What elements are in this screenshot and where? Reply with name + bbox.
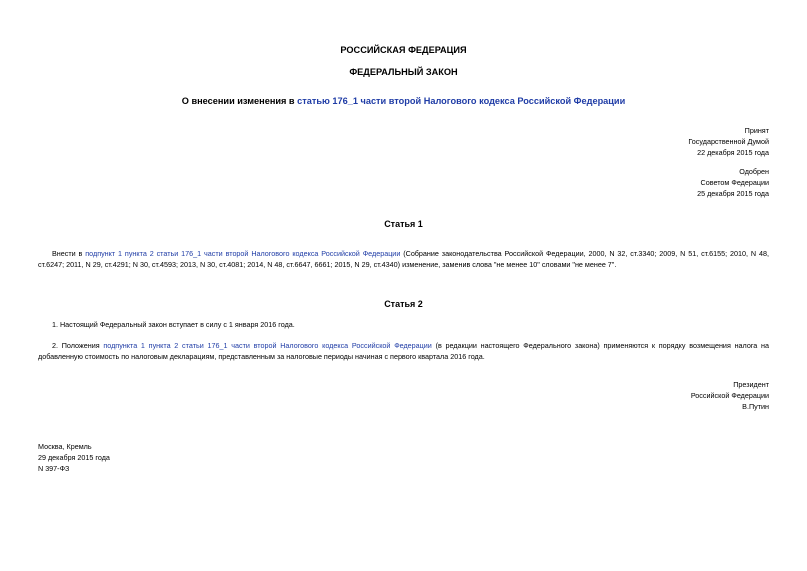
law-title-link[interactable]: статью 176_1 части второй Налогового кодекса Российской Федерации (297, 96, 626, 106)
president-country: Российской Федерации (690, 391, 769, 400)
article2-p2-prefix: 2. Положения (52, 341, 104, 350)
president-title: Президент (733, 380, 769, 389)
article2-p2-suffix: (в редакции настоящего Федерального закона) применяются к порядку возмещения налога на добавленную стоимость по налоговым декларациям, представленным за налоговые периоды начиная с первого квартала 2016 года. (38, 341, 769, 361)
approved-date: 25 декабря 2015 года (697, 189, 769, 198)
approved-label: Одобрен (739, 167, 769, 176)
approved-by: Советом Федерации (700, 178, 769, 187)
article1-text-prefix: Внести в (52, 249, 86, 258)
law-title (38, 96, 769, 106)
article2-heading: Статья 2 (384, 299, 423, 309)
adopted-block (688, 125, 769, 158)
president-name: В.Путин (742, 402, 769, 411)
header-country: РОССИЙСКАЯ ФЕДЕРАЦИЯ (340, 45, 467, 55)
article1-link[interactable]: подпункт 1 пункта 2 статьи 176_1 части второй Налогового кодекса Российской Федерации (85, 249, 401, 258)
law-number: N 397-ФЗ (38, 464, 70, 473)
signing-place: Москва, Кремль (38, 442, 92, 451)
document-page (38, 0, 769, 571)
article2-link[interactable]: подпункта 1 пункта 2 статьи 176_1 части второй Налогового кодекса Российской Федерации (103, 341, 432, 350)
article1-text-suffix: (Собрание законодательства Российской Федерации, 2000, N 32, ст.3340; 2009, N 51, ст.6155; 2010, N 48, ст.6247; 2011, N 29, ст.4291; N 30, ст.4593; 2013, N 30, ст.4081; 2014, N 48, ст.6647, 6661; 2015, N 29, ст.4340) изменение, заменив слова "не менее 10" словами "не менее 7". (38, 249, 769, 269)
article1-text (38, 248, 769, 270)
president-signature (691, 379, 769, 412)
signing-date: 29 декабря 2015 года (38, 453, 110, 462)
article2-paragraph-1: 1. Настоящий Федеральный закон вступает в силу с 1 января 2016 года. (52, 320, 295, 329)
signing-details (38, 441, 110, 474)
header-law-type: ФЕДЕРАЛЬНЫЙ ЗАКОН (349, 67, 458, 77)
article2-paragraph-2 (38, 340, 769, 362)
approved-block (697, 166, 769, 199)
article1-heading: Статья 1 (384, 219, 423, 229)
adopted-label: Принят (744, 126, 769, 135)
adopted-by: Государственной Думой (688, 137, 769, 146)
law-title-prefix: О внесении изменения в (181, 96, 298, 106)
adopted-date: 22 декабря 2015 года (697, 148, 769, 157)
